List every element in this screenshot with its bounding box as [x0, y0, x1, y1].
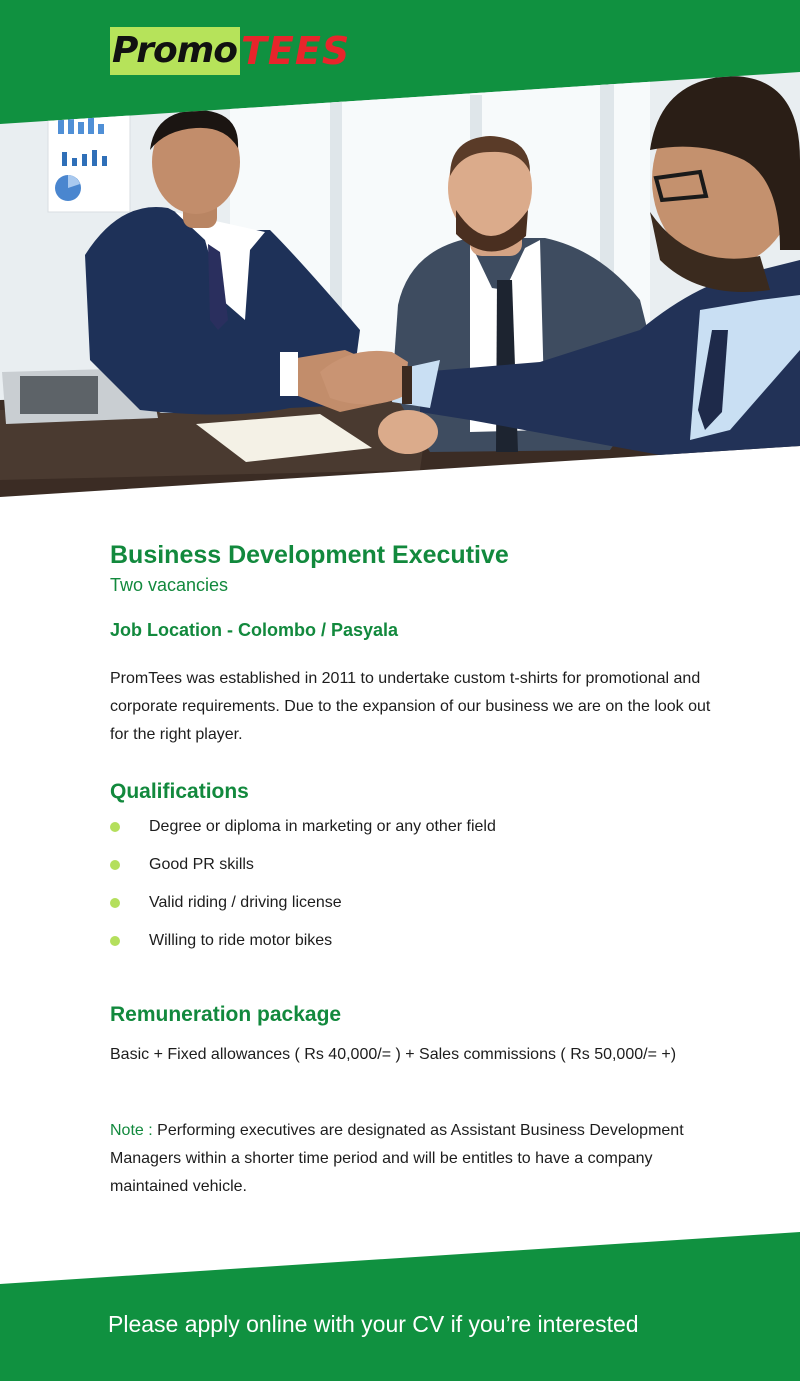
promotees-logo[interactable] [110, 27, 350, 75]
bullet-icon [110, 898, 120, 908]
job-title: Business Development Executive [110, 541, 509, 569]
apply-cta: Please apply online with your CV if you’re interested [108, 1311, 639, 1337]
bullet-icon [110, 822, 120, 832]
qualification-text: Degree or diploma in marketing or any other field [149, 818, 496, 835]
job-location: Job Location - Colombo / Pasyala [110, 620, 399, 640]
bullet-icon [110, 860, 120, 870]
list-item [110, 884, 730, 922]
vacancies-count: Two vacancies [110, 575, 229, 595]
qualifications-list [110, 808, 730, 960]
remuneration-text: Basic + Fixed allowances ( Rs 40,000/= ) + Sales commissions ( Rs 50,000/= +) [110, 1046, 677, 1063]
logo-word-tees: TEES [241, 29, 351, 73]
note-paragraph [110, 1117, 730, 1201]
qualification-text: Willing to ride motor bikes [149, 932, 333, 949]
qualification-text: Valid riding / driving license [149, 894, 342, 911]
company-intro: PromTees was established in 2011 to undertake custom t-shirts for promotional and corporate requirements. Due to the expansion of our business we are on the look out for the right player. [110, 670, 711, 743]
list-item [110, 922, 730, 960]
footer-band [0, 1220, 800, 1381]
job-content [110, 538, 730, 1201]
qualification-text: Good PR skills [149, 856, 254, 873]
bullet-icon [110, 936, 120, 946]
note-text: Performing executives are designated as Assistant Business Development Managers within a shorter time period and will be entitles to have a company maintained vehicle. [110, 1122, 684, 1195]
list-item [110, 846, 730, 884]
note-label: Note : [110, 1122, 153, 1139]
list-item [110, 808, 730, 846]
remuneration-heading: Remuneration package [110, 1003, 342, 1026]
qualifications-heading: Qualifications [110, 780, 249, 803]
logo-word-promo: Promo [110, 27, 240, 75]
